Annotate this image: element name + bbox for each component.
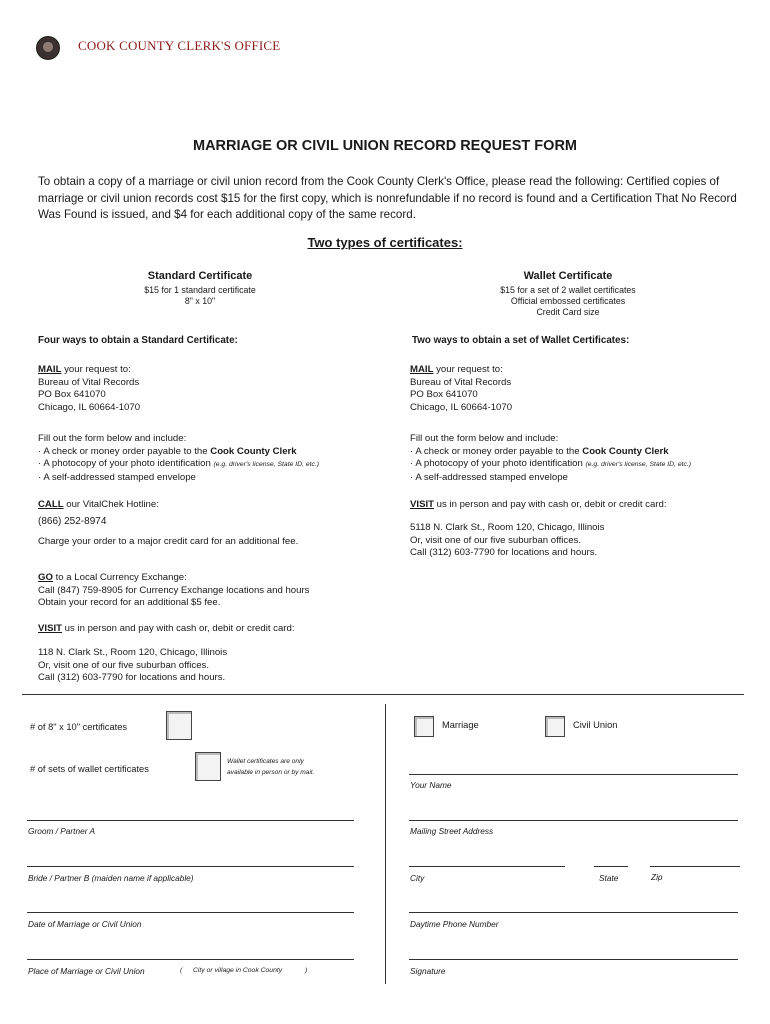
standard-go-line3: Obtain your record for an additional $5 fee. [38, 597, 221, 609]
phone-label: Daytime Phone Number [410, 919, 499, 929]
standard-visit-line3: Or, visit one of our five suburban offices. [38, 659, 210, 671]
office-name: COOK COUNTY CLERK'S OFFICE [78, 38, 281, 53]
standard-bullet2-note: (e.g. driver's license, State ID, etc.) [213, 461, 320, 469]
wallet-mail-keyword: MAIL [410, 364, 434, 375]
wallet-bullet1-bold: Cook County Clerk [582, 445, 669, 457]
intro-paragraph: To obtain a copy of a marriage or civil union record from the Cook County Clerk's Office, please read the following: Certified copies of marriage or civil union records cost $15 for the first copy, which is nonrefundable if no record is found and a Certification That No Record Was Found is issued, and $4 for each additional copy of the same record. [38, 175, 737, 221]
standard-call-line [38, 499, 159, 512]
standard-call-rest: our VitalChek Hotline: [63, 499, 159, 510]
civil-union-checkbox[interactable] [545, 716, 565, 737]
wallet-note2: available in person or by mail. [227, 769, 315, 776]
form-top-rule [22, 694, 744, 695]
place-label: Place of Marriage or Civil Union [28, 966, 145, 976]
standard-ways-heading: Four ways to obtain a Standard Certificate: [38, 335, 238, 346]
standard-visit-rest: us in person and pay with cash or, debit or credit card: [62, 623, 295, 634]
wallet-bullet2: · A photocopy of your photo identification [410, 458, 586, 470]
zip-line[interactable] [650, 866, 740, 867]
num-wallet-field[interactable] [195, 752, 221, 781]
city-line[interactable] [409, 866, 565, 867]
standard-go-line2: Call (847) 759-8905 for Currency Exchange locations and hours [38, 584, 310, 596]
signature-line[interactable] [409, 959, 738, 960]
date-label: Date of Marriage or Civil Union [28, 919, 142, 929]
wallet-visit-rest: us in person and pay with cash or, debit or credit card: [434, 499, 667, 510]
standard-include-block [38, 433, 319, 484]
date-line[interactable] [27, 912, 354, 913]
city-hint-open: ( [180, 967, 183, 974]
signature-label: Signature [410, 966, 446, 976]
your-name-line[interactable] [409, 774, 738, 775]
wallet-bullet2-note: (e.g. driver's license, State ID, etc.) [585, 461, 692, 469]
wallet-visit-line2: 5118 N. Clark St., Room 120, Chicago, Illinois [410, 522, 605, 533]
standard-bullet3: · A self-addressed stamped envelope [38, 471, 196, 483]
standard-bullet1-bold: Cook County Clerk [210, 445, 297, 457]
standard-addr2: PO Box 641070 [38, 389, 106, 401]
standard-mail-keyword: MAIL [38, 364, 62, 375]
groom-line[interactable] [27, 820, 354, 821]
standard-bullet1: · A check or money order payable to the [38, 445, 211, 457]
street-label: Mailing Street Address [410, 826, 494, 836]
standard-visit-line [38, 623, 295, 636]
form-title: MARRIAGE OR CIVIL UNION RECORD REQUEST FORM [193, 138, 577, 154]
standard-visit-keyword: VISIT [38, 623, 62, 634]
wallet-visit-block [410, 522, 604, 560]
standard-call-keyword: CALL [38, 499, 64, 510]
bride-line[interactable] [27, 866, 354, 867]
types-heading: Two types of certificates: [307, 235, 463, 250]
wallet-line3: Credit Card size [536, 307, 600, 317]
wallet-addr3: Chicago, IL 60664-1070 [410, 401, 513, 413]
standard-visit-line2: 118 N. Clark St., Room 120, Chicago, Illinois [38, 647, 228, 658]
city-label: City [410, 873, 425, 883]
form-divider [385, 704, 386, 984]
standard-visit-line4: Call (312) 603-7790 for locations and hours. [38, 672, 226, 684]
standard-line1: $15 for 1 standard certificate [144, 285, 256, 295]
wallet-addr1: Bureau of Vital Records [410, 376, 512, 388]
standard-line2: 8" x 10" [184, 296, 216, 306]
standard-go-rest: to a Local Currency Exchange: [52, 572, 187, 583]
standard-charge: Charge your order to a major credit card for an additional fee. [38, 536, 299, 547]
wallet-line2: Official embossed certificates [510, 296, 626, 306]
city-hint: City or village in Cook County [193, 967, 283, 974]
standard-mail-block [38, 364, 140, 414]
wallet-note1: Wallet certificates are only [227, 758, 304, 765]
groom-label: Groom / Partner A [28, 826, 96, 836]
standard-addr1: Bureau of Vital Records [38, 376, 140, 388]
state-label: State [599, 873, 619, 883]
standard-mail-rest: your request to: [61, 364, 131, 375]
place-line[interactable] [27, 959, 354, 960]
wallet-include-block [410, 433, 691, 484]
wallet-line1: $15 for a set of 2 wallet certificates [500, 285, 636, 295]
standard-visit-block [38, 647, 227, 685]
your-name-label: Your Name [410, 780, 452, 790]
standard-phone: (866) 252-8974 [38, 516, 107, 527]
civil-union-label: Civil Union [573, 720, 618, 730]
street-line[interactable] [409, 820, 738, 821]
wallet-mail-rest: your request to: [433, 364, 503, 375]
standard-bullet2: · A photocopy of your photo identification [38, 458, 214, 470]
wallet-visit-line [410, 499, 667, 512]
wallet-bullet1: · A check or money order payable to the [410, 445, 583, 457]
num-wallet-label: # of sets of wallet certificates [30, 764, 149, 774]
phone-line[interactable] [409, 912, 738, 913]
standard-go-keyword: GO [38, 572, 53, 583]
wallet-bullet3: · A self-addressed stamped envelope [410, 471, 568, 483]
marriage-label: Marriage [442, 720, 479, 730]
standard-go-block [38, 572, 309, 610]
county-seal-icon [36, 36, 60, 60]
bride-label: Bride / Partner B (maiden name if applicable) [28, 873, 194, 883]
wallet-addr2: PO Box 641070 [410, 389, 478, 401]
wallet-visit-keyword: VISIT [410, 499, 434, 510]
standard-heading: Standard Certificate [147, 270, 253, 282]
wallet-heading: Wallet Certificate [523, 270, 613, 282]
state-line[interactable] [594, 866, 628, 867]
wallet-visit-line4: Call (312) 603-7790 for locations and hours. [410, 547, 598, 559]
wallet-ways-heading: Two ways to obtain a set of Wallet Certificates: [412, 335, 630, 346]
wallet-fill-intro: Fill out the form below and include: [410, 433, 559, 444]
wallet-mail-block [410, 364, 512, 414]
num-8x10-label: # of 8" x 10" certificates [30, 722, 128, 732]
wallet-visit-line3: Or, visit one of our five suburban offices. [410, 534, 582, 546]
standard-fill-intro: Fill out the form below and include: [38, 433, 187, 444]
num-8x10-field[interactable] [166, 711, 192, 740]
city-hint-close: ) [305, 967, 308, 974]
marriage-checkbox[interactable] [414, 716, 434, 737]
zip-label: Zip [651, 872, 663, 882]
standard-addr3: Chicago, IL 60664-1070 [38, 401, 141, 413]
